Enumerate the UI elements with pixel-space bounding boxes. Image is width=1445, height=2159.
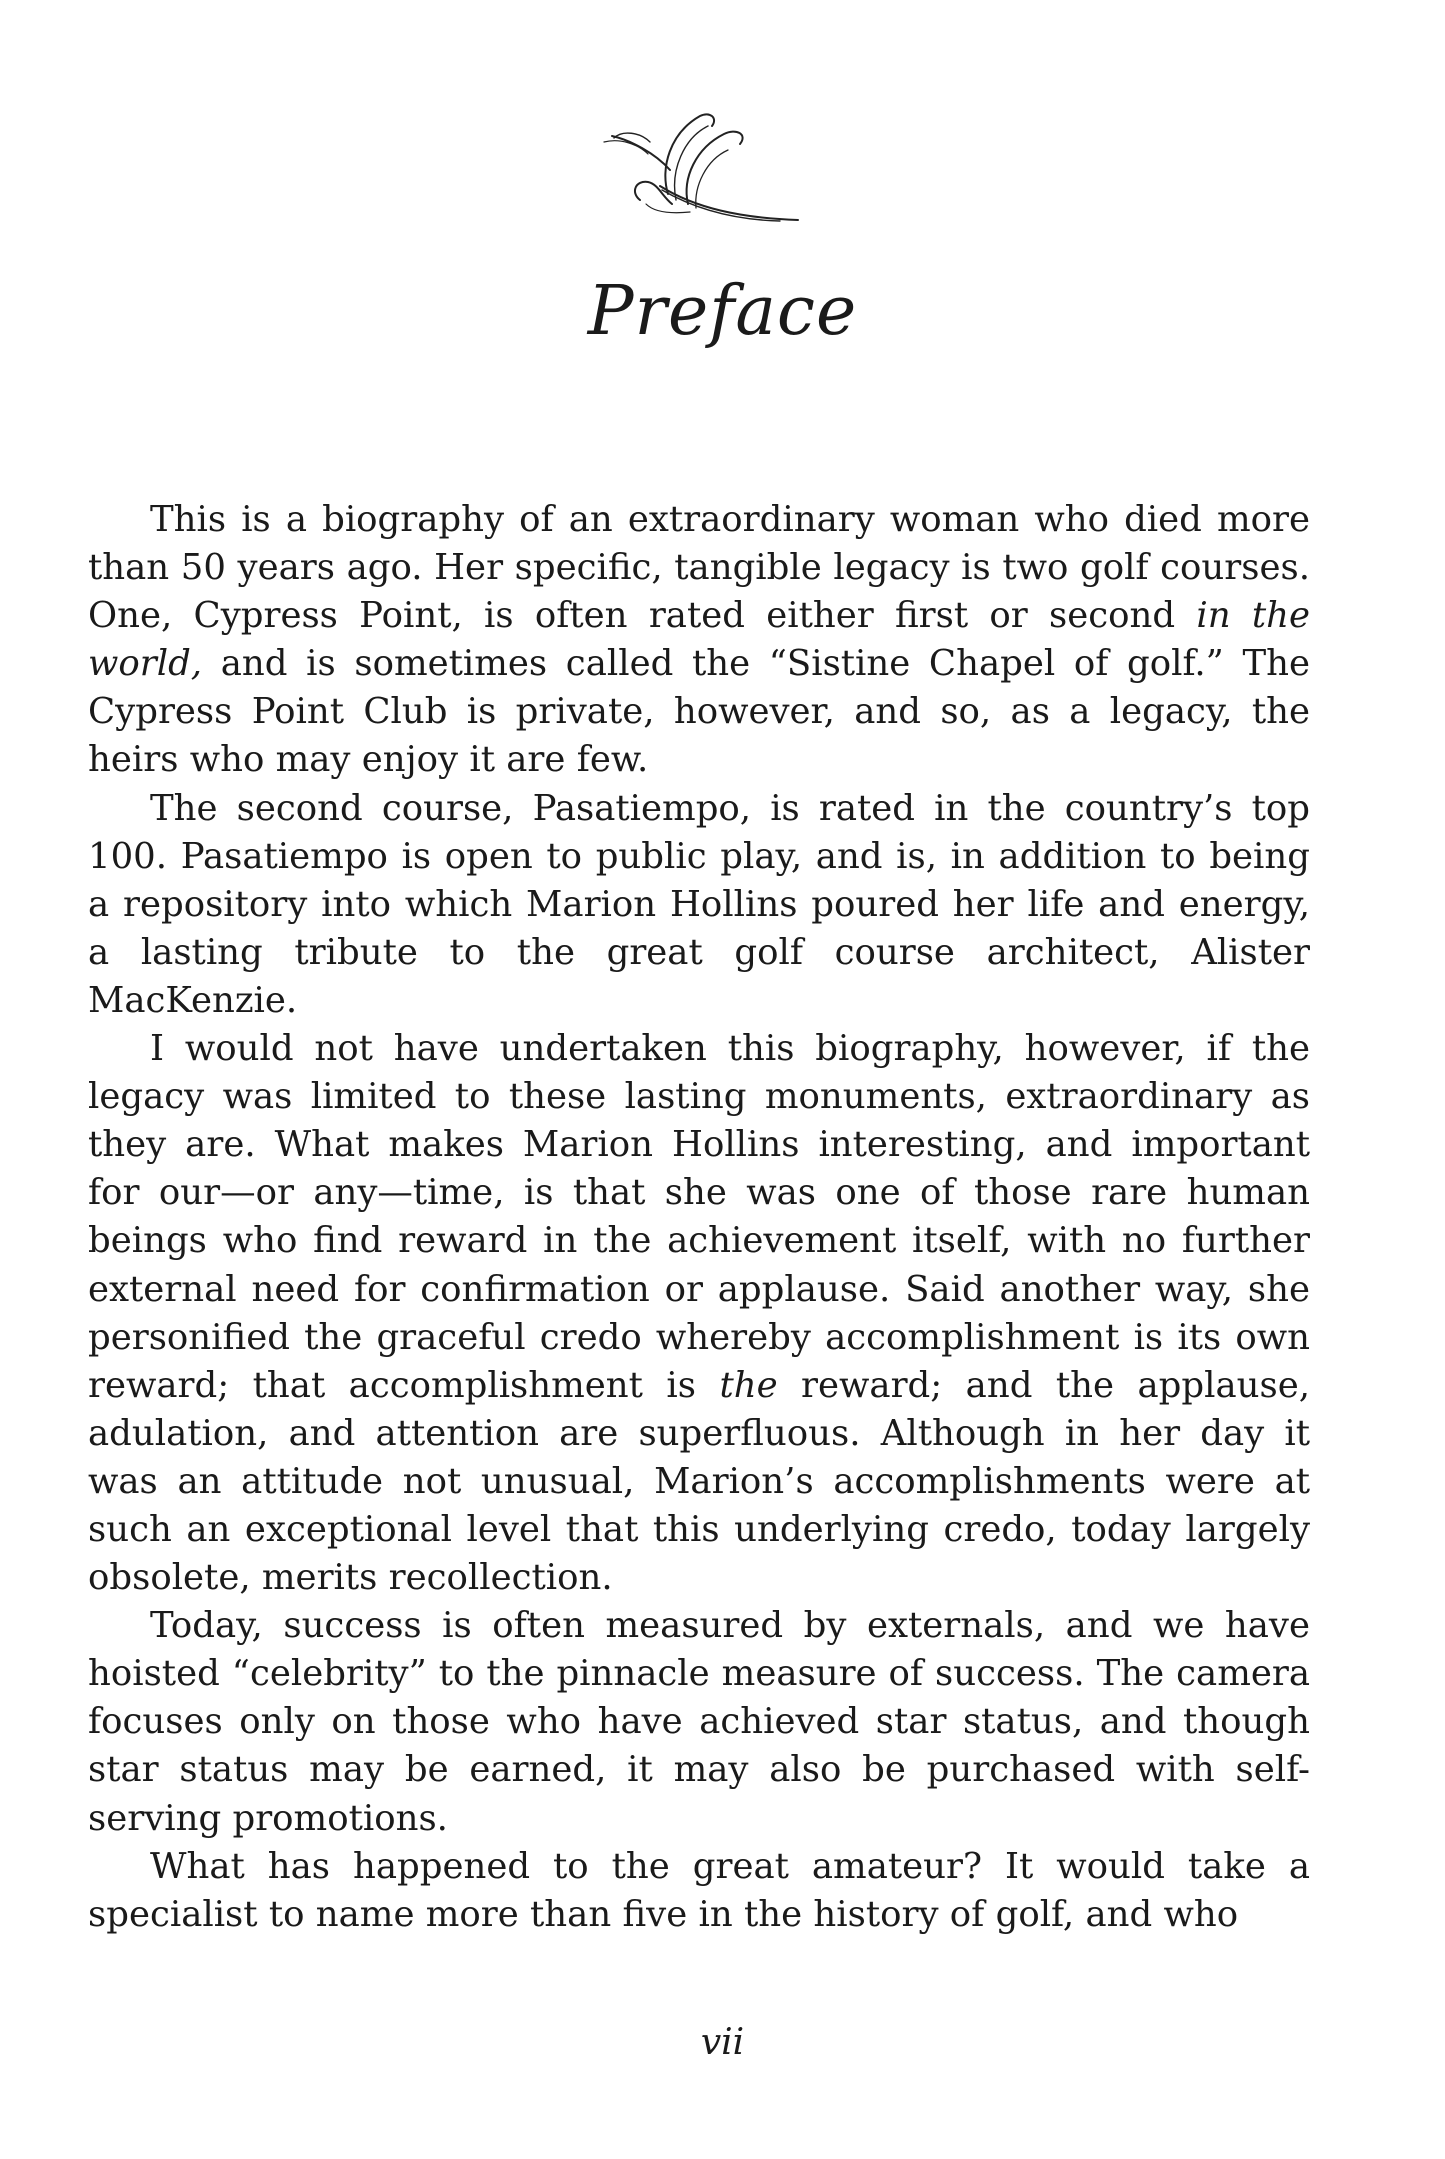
page-number: vii	[700, 2022, 745, 2063]
emphasis-text: in the world,	[88, 595, 1311, 685]
flourish-ornament-icon	[600, 108, 800, 233]
paragraph	[88, 496, 1310, 785]
paragraph-text: reward; and the applause, adulation, and attention are superfluous. Although in her day it was an attitude not unusual, Marion’s accomplishments were at such an exceptional level that this underlying credo, today largely obsolete, merits recollection.	[88, 1364, 1310, 1599]
paragraph: What has happened to the great amateur? It would take a specialist to name more than five in the history of golf, and who	[88, 1845, 1310, 1935]
paragraph-text: I would not have undertaken this biography, however, if the legacy was limited to these lasting monuments, extraordinary as they are. What makes Marion Hollins interesting, and important for our—or any—time, is that she was one of those rare human beings who find reward in the achievement itself, with no further external need for confirmation or applause. Said another way, she personified the graceful credo whereby accomplishment is its own reward; that accomplishment is	[88, 1028, 1310, 1406]
paragraph: The second course, Pasatiempo, is rated in the country’s top 100. Pasatiempo is open to public play, and is, in addition to being a repository into which Marion Hollins poured her life and energy, a lasting tribute to the great golf course architect, Alister MacKenzie.	[88, 787, 1310, 1021]
chapter-title: Preface	[587, 272, 858, 351]
paragraph-text: This is a biography of an extraordinary woman who died more than 50 years ago. Her specific, tangible legacy is two golf courses. One, Cypress Point, is often rated either first or second	[88, 499, 1310, 637]
paragraph	[88, 1025, 1310, 1602]
paragraph: Today, success is often measured by externals, and we have hoisted “celebrity” to the pinnacle measure of success. The camera focuses only on those who have achieved star status, and though star status may be earned, it may also be purchased with self-serving promotions.	[88, 1605, 1310, 1839]
emphasis-text: the	[719, 1364, 778, 1406]
paragraph-text: and is sometimes called the “Sistine Chapel of golf.” The Cypress Point Club is private, however, and so, as a legacy, the heirs who may enjoy it are few.	[88, 643, 1310, 781]
body-text	[88, 496, 1310, 1939]
